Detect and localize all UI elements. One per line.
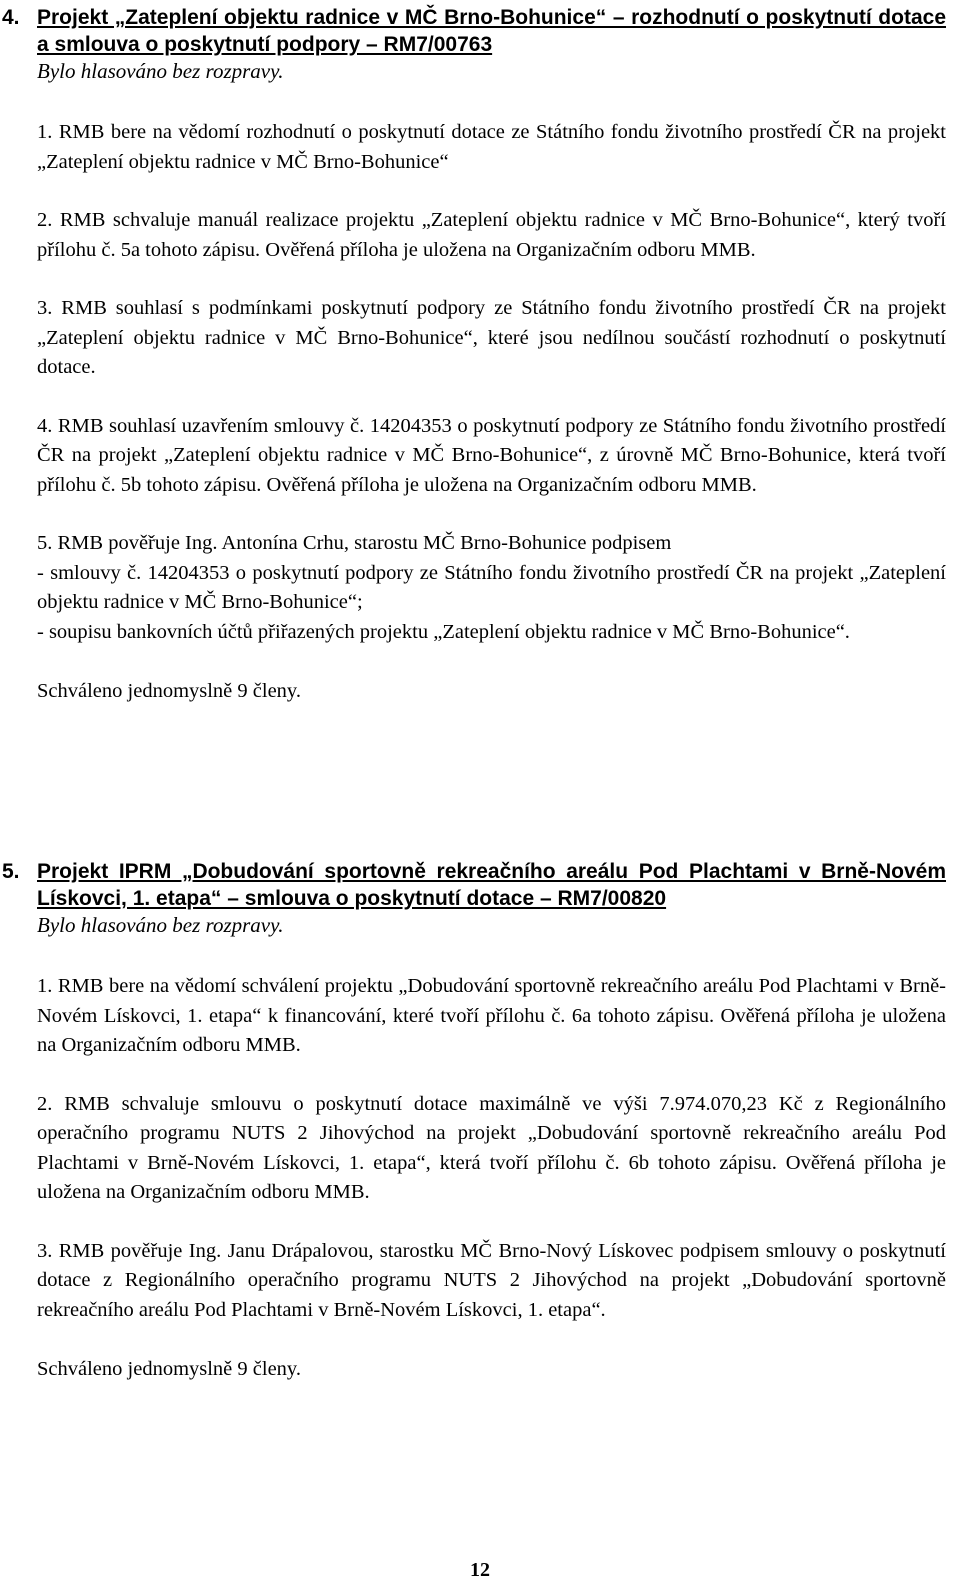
resolution-paragraph: 2. RMB schvaluje manuál realizace projektu „Zateplení objektu radnice v MČ Brno-Bohunice“, který tvoří přílohu č. 5a tohoto zápisu. Ověřená příloha je uložena na Organizačním odboru MMB. [37, 209, 946, 261]
vote-result: Schváleno jednomyslně 9 členy. [37, 680, 301, 702]
agenda-item-heading [0, 858, 960, 912]
resolution-paragraph [0, 529, 960, 647]
resolution-paragraph: 4. RMB souhlasí uzavřením smlouvy č. 14204353 o poskytnutí podpory ze Státního fondu životního prostředí ČR na projekt „Zateplení objektu radnice v MČ Brno-Bohunice“, z úrovně MČ Brno-Bohunice, která tvoří přílohu č. 5b tohoto zápisu. Ověřená příloha je uložena na Organizačním odboru MMB. [37, 414, 946, 496]
agenda-item-number: 4. [2, 6, 20, 29]
voting-note: Bylo hlasováno bez rozpravy. [37, 913, 284, 937]
resolution-line: 5. RMB pověřuje Ing. Antonína Crhu, starostu MČ Brno-Bohunice podpisem [37, 532, 672, 554]
resolution-line: - smlouvy č. 14204353 o poskytnutí podpory ze Státního fondu životního prostředí ČR na projekt „Zateplení objektu radnice v MČ Brno-Bohunice“; [37, 561, 946, 613]
agenda-item-heading [0, 4, 960, 58]
resolution-paragraph: 1. RMB bere na vědomí rozhodnutí o poskytnutí dotace ze Státního fondu životního prostředí ČR na projekt „Zateplení objektu radnice v MČ Brno-Bohunice“ [37, 121, 946, 173]
agenda-item-title: Projekt IPRM „Dobudování sportovně rekreačního areálu Pod Plachtami v Brně-Novém Lískovci, 1. etapa“ – smlouva o poskytnutí dotace – RM7/00820 [37, 860, 946, 910]
resolution-line: - soupisu bankovních účtů přiřazených projektu „Zateplení objektu radnice v MČ Brno-Bohunice“. [37, 620, 850, 643]
resolution-paragraph: 3. RMB pověřuje Ing. Janu Drápalovou, starostku MČ Brno-Nový Lískovec podpisem smlouvy o poskytnutí dotace z Regionálního operačního programu NUTS 2 Jihovýchod na projekt „Dobudování sportovně rekreačního areálu Pod Plachtami v Brně-Novém Lískovci, 1. etapa“. [37, 1239, 946, 1321]
resolution-paragraph: 3. RMB souhlasí s podmínkami poskytnutí podpory ze Státního fondu životního prostředí ČR na projekt „Zateplení objektu radnice v MČ Brno-Bohunice“, které jsou nedílnou součástí rozhodnutí o poskytnutí dotace. [37, 297, 946, 378]
voting-note: Bylo hlasováno bez rozpravy. [37, 59, 284, 83]
agenda-item-number: 5. [2, 860, 20, 883]
resolution-paragraph: 1. RMB bere na vědomí schválení projektu „Dobudování sportovně rekreačního areálu Pod Plachtami v Brně-Novém Lískovci, 1. etapa“ k financování, které tvoří přílohu č. 6a tohoto zápisu. Ověřená příloha je uložena na Organizačním odboru MMB. [37, 975, 946, 1056]
agenda-item-title: Projekt „Zateplení objektu radnice v MČ Brno-Bohunice“ – rozhodnutí o poskytnutí dotace a smlouva o poskytnutí podpory – RM7/00763 [37, 6, 946, 56]
vote-result: Schváleno jednomyslně 9 členy. [37, 1358, 301, 1380]
page-number: 12 [470, 1559, 490, 1581]
resolution-paragraph: 2. RMB schvaluje smlouvu o poskytnutí dotace maximálně ve výši 7.974.070,23 Kč z Regionálního operačního programu NUTS 2 Jihovýchod na projekt „Dobudování sportovně rekreačního areálu Pod Plachtami v Brně-Novém Lískovci, 1. etapa“, která tvoří přílohu č. 6b tohoto zápisu. Ověřená příloha je uložena na Organizačním odboru MMB. [37, 1092, 946, 1203]
agenda-item-4 [0, 4, 960, 707]
agenda-item-5 [0, 858, 960, 1385]
